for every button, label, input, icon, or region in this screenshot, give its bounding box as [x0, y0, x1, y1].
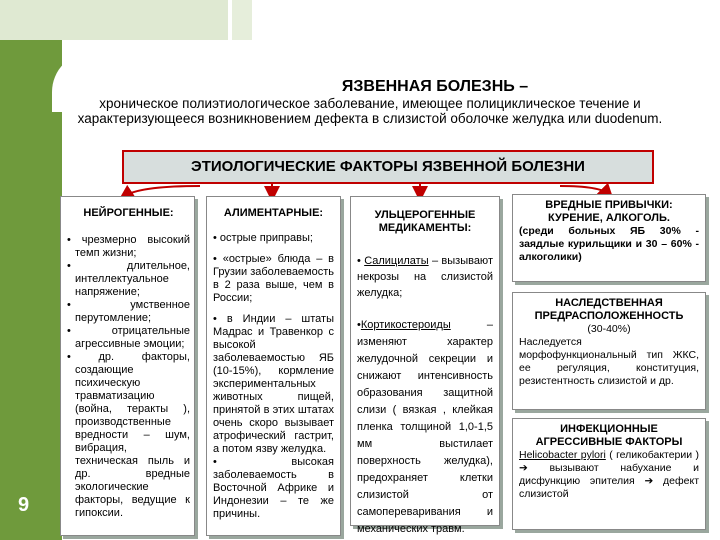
slide-number: 9 [18, 494, 30, 516]
bacterium-note: ( геликобактерии ) [609, 449, 699, 461]
habits-box [512, 194, 706, 282]
alimentary-item: • «острые» блюда – в Грузии заболеваемость в 2 раза выше, чем в России; [213, 253, 334, 304]
ulcerogenic-column [350, 196, 500, 535]
corticosteroids-text: – изменяют характер желудочной секреции и снижают интенсивность образования защитной слизи ( вязкая , клейкая пленка толщиной 1,0-1,5 мм выстилает поверхность желудка), предохраняет клетки слизистой от самопереваривания и механических травм. [357, 319, 493, 535]
arrow-right-icon: ➔ [519, 462, 528, 474]
arrow-neurogenic [125, 186, 200, 196]
infectious-effect: вызывают набухание и дисфункцию эпителия [519, 462, 700, 487]
corticosteroids-title: Кортикостероиды [360, 319, 451, 331]
alimentary-heading: АЛИМЕНТАРНЫЕ: [223, 207, 324, 219]
infectious-text [519, 449, 699, 501]
neurogenic-heading: НЕЙРОГЕННЫЕ: [83, 207, 174, 219]
salicylates-title: Салицилаты [364, 255, 429, 267]
etiology-header: ЭТИОЛОГИЧЕСКИЕ ФАКТОРЫ ЯЗВЕННОЙ БОЛЕЗНИ [122, 150, 654, 184]
infectious-box [512, 418, 706, 530]
hereditary-box [512, 292, 706, 410]
corticosteroids-bullet: • [357, 319, 361, 331]
neurogenic-column [60, 196, 195, 536]
slide-subtitle: хроническое полиэтиологическое заболевание, имеющее полициклическое течение и характеризующееся возникновением дефекта в слизистой оболочке желудка или duodenum. [77, 96, 663, 126]
salicylates-bullet: • [357, 255, 361, 267]
habits-text: (среди больных ЯБ 30% - заядлые курильщики и 30 – 60% - алкоголики) [519, 225, 699, 263]
alimentary-column [206, 196, 341, 536]
slide-title: ЯЗВЕННАЯ БОЛЕЗНЬ – [341, 78, 529, 95]
hereditary-text: Наследуется морфофункциональный тип ЖКС, ее регуляция, конституция, резистентность слизистой и др. [519, 336, 699, 387]
alimentary-item: • высокая заболеваемость в Восточной Африке и Индонезии – те же причины. [213, 456, 334, 520]
corticosteroids-block [357, 317, 493, 538]
alimentary-item: • в Индии – штаты Мадрас и Травенкор с высокой заболеваемостью ЯБ (10-15%), кормление экспериментальных животных пищей, принятой в этих штатах очень скоро вызывает атрофический гастрит, а потом язву желудка. [213, 313, 334, 455]
bacterium-name: Helicobacter pylori [519, 449, 606, 461]
infectious-result: дефект слизистой [519, 475, 699, 500]
salicylates-block [357, 253, 493, 301]
hereditary-heading: НАСЛЕДСТВЕННАЯ ПРЕДРАСПОЛОЖЕННОСТЬ [534, 297, 684, 322]
infectious-heading: ИНФЕКЦИОННЫЕ АГРЕССИВНЫЕ ФАКТОРЫ [535, 423, 683, 448]
salicylates-text: – вызывают некрозы на слизистой желудка; [357, 255, 493, 299]
ulcerogenic-heading: УЛЬЦЕРОГЕННЫЕ МЕДИКАМЕНТЫ: [374, 209, 476, 234]
arrow-habits [560, 186, 608, 194]
arrow-right-icon: ➔ [644, 475, 654, 487]
neurogenic-item: • длительное, интеллектуальное напряжение; [67, 260, 190, 298]
hereditary-percent: (30-40%) [587, 323, 631, 335]
neurogenic-item: • др. факторы, создающие психическую травматизацию (война, теракты ), производственные вредности – шум, вибрация, техническая пыль и др. вредные экологические факторы, ведущие к гипоксии. [67, 351, 190, 519]
neurogenic-item: • отрицательные агрессивные эмоции; [67, 325, 190, 350]
alimentary-item: • острые приправы; [213, 232, 313, 244]
neurogenic-item: • чрезмерно высокий темп жизни; [67, 234, 190, 259]
habits-heading: ВРЕДНЫЕ ПРИВЫЧКИ: КУРЕНИЕ, АЛКОГОЛЬ. [545, 199, 673, 224]
neurogenic-item: • умственное перутомление; [67, 299, 190, 324]
